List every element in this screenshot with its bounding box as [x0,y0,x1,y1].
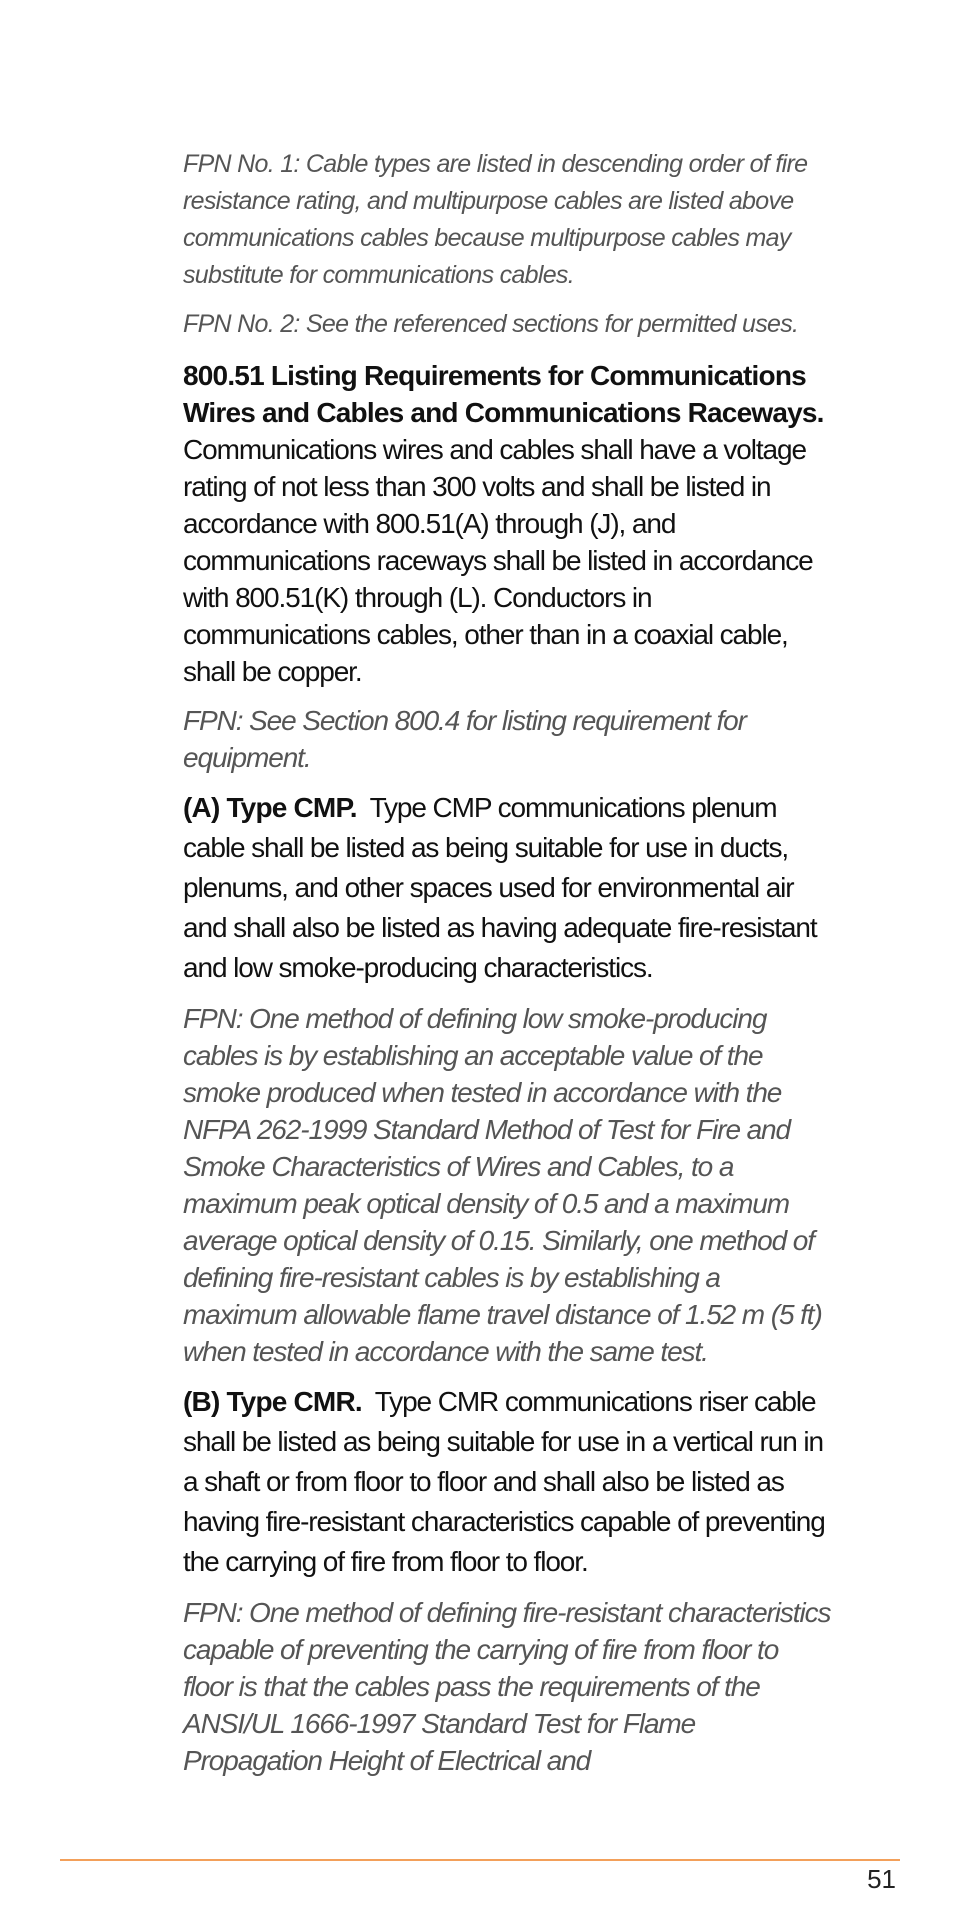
type-cmr-heading: (B) Type CMR. [183,1386,362,1417]
type-cmp-fpn: FPN: One method of defining low smoke-producing cables is by establishing an acceptable value of the smoke produced when tested in accordance with the NFPA 262-1999 Standard Method of Test for Fire and Smoke Characteristics of Wires and Cables, to a maximum peak optical density of 0.5 and a maximum average optical density of 0.15. Similarly, one method of defining fire-resistant cables is by establishing a maximum allowable flame travel distance of 1.52 m (5 ft) when tested in accordance with the same test. [183,1003,822,1367]
type-cmp-heading: (A) Type CMP. [183,792,357,823]
footer-rule [60,1859,900,1861]
type-cmp-text: Type CMP communications plenum cable shall be listed as being suitable for use in ducts, plenums, and other spaces used for environmental air and shall also be listed as having adequate fire-resistant and low smoke-producing characteristics. [183,792,817,983]
fpn-note-1: FPN No. 1: Cable types are listed in descending order of fire resistance rating, and multipurpose cables are listed above communications cables because multipurpose cables may substitute for communications cables. [183,150,808,289]
section-heading: 800.51 Listing Requirements for Communications Wires and Cables and Communications Raceways. [183,360,824,428]
type-cmr-fpn: FPN: One method of defining fire-resistant characteristics capable of preventing the carrying of fire from floor to floor is that the cables pass the requirements of the ANSI/UL 1666-1997 Standard Test for Flame Propagation Height of Electrical and [183,1597,831,1776]
page-number: 51 [867,1864,896,1894]
page-content [183,146,833,1779]
fpn-note-2: FPN No. 2: See the referenced sections for permitted uses. [183,310,799,338]
section-800-51 [183,357,833,690]
type-cmr-text: Type CMR communications riser cable shall be listed as being suitable for use in a vertical run in a shaft or from floor to floor and shall also be listed as having fire-resistant characteristics capable of preventing the carrying of fire from floor to floor. [183,1386,825,1577]
type-cmr-paragraph [183,1382,833,1582]
section-text: Communications wires and cables shall have a voltage rating of not less than 300 volts and shall be listed in accordance with 800.51(A) through (J), and communications raceways shall be listed in accordance with 800.51(K) through (L). Conductors in communications cables, other than in a coaxial cable, shall be copper. [183,434,813,687]
type-cmp-paragraph [183,788,833,988]
section-fpn: FPN: See Section 800.4 for listing requirement for equipment. [183,705,746,773]
